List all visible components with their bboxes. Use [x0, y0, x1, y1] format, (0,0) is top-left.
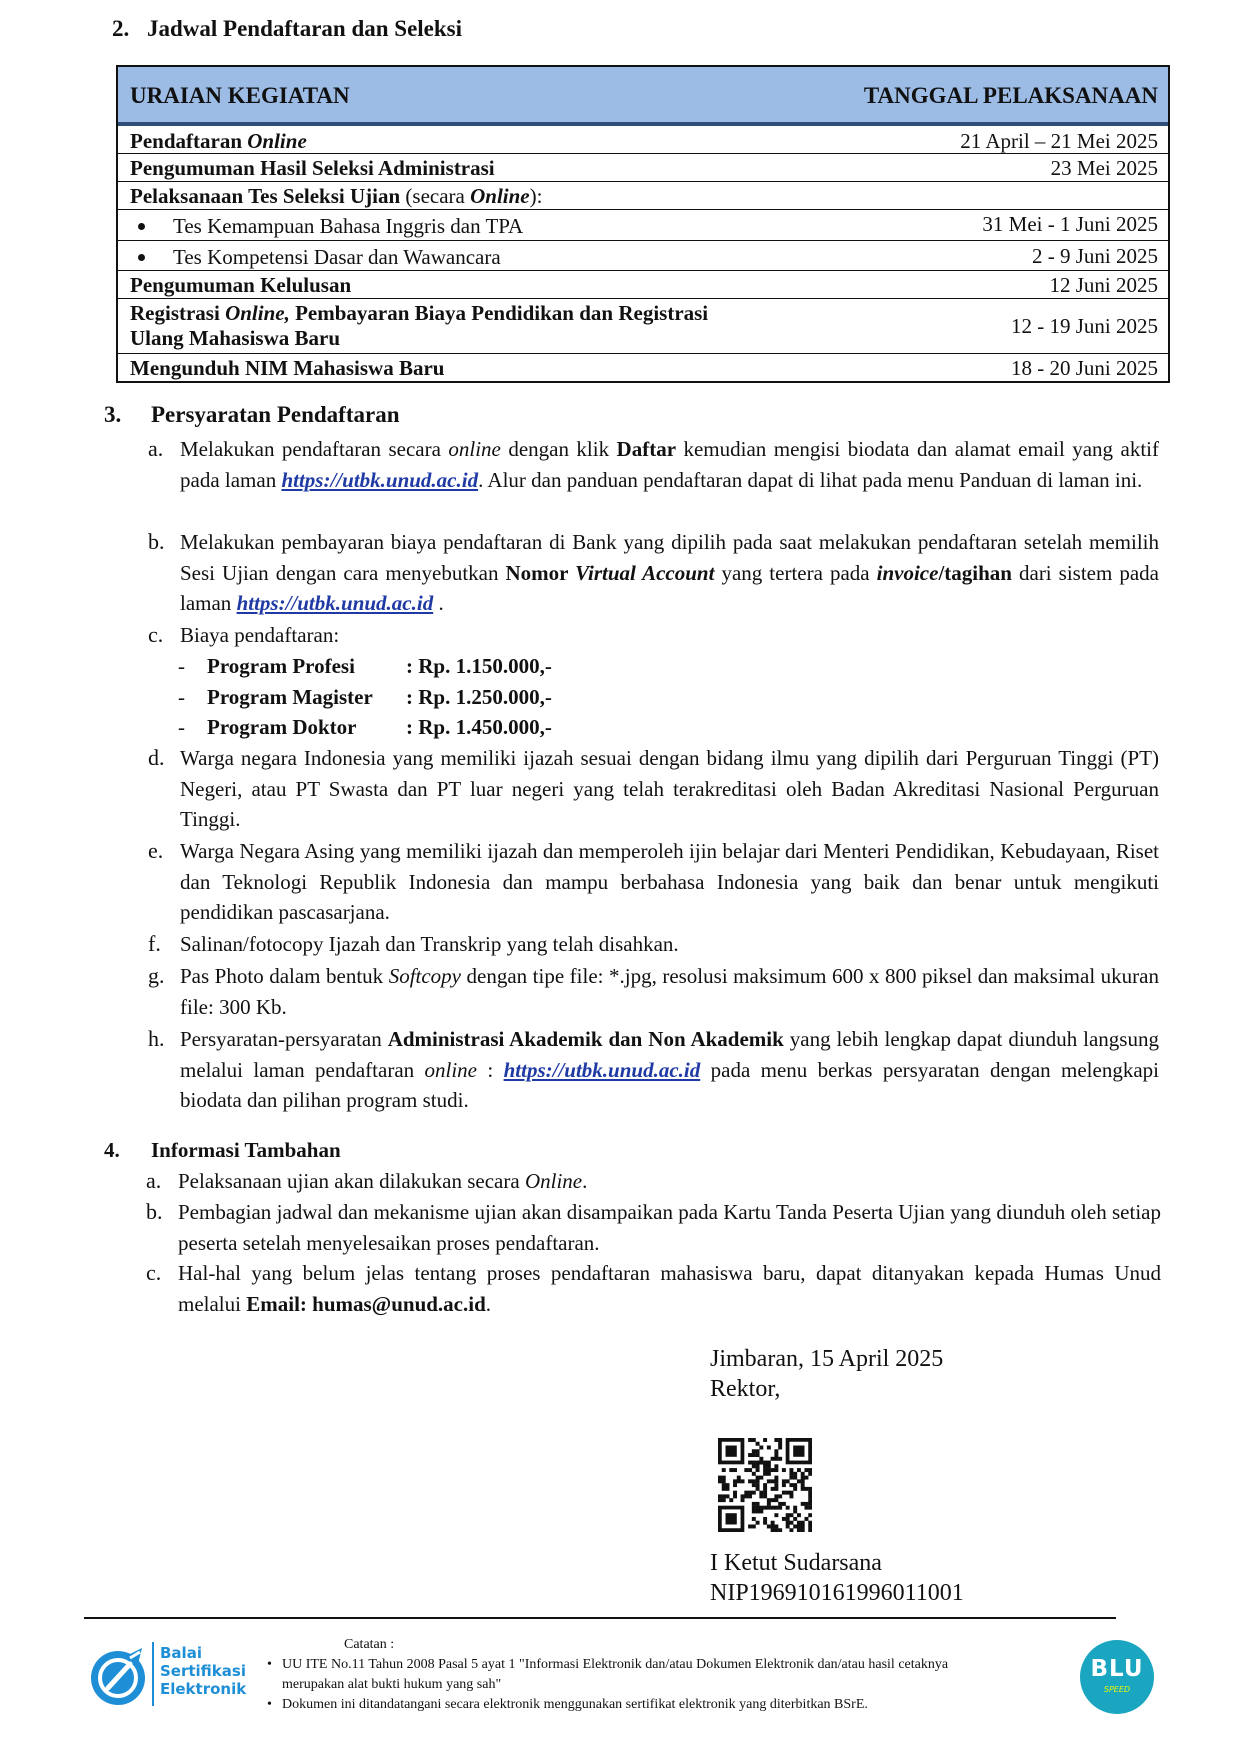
activity: Pengumuman Hasil Seleksi Administrasi [130, 156, 495, 180]
table-row [118, 354, 1168, 381]
date: 18 - 20 Juni 2025 [1011, 356, 1158, 380]
place-date: Jimbaran, 15 April 2025 [710, 1346, 944, 1372]
table-row [118, 154, 1168, 182]
activity: Tes Kompetensi Dasar dan Wawancara [138, 245, 501, 270]
fee-program: Program Magister [207, 684, 373, 709]
table-row [118, 210, 1168, 241]
note-item: • Dokumen ini ditandatangani secara elektronik menggunakan sertifikat elektronik yang diterbitkan BSrE. [267, 1697, 868, 1712]
bsre-text: Sertifikasi [160, 1662, 246, 1680]
date: 12 Juni 2025 [1049, 273, 1158, 297]
signature-qr-code [718, 1438, 812, 1532]
table-header [118, 67, 1168, 126]
blu-logo [1080, 1640, 1154, 1714]
fee-program: Program Doktor [207, 715, 357, 739]
info-c: c. Hal-hal yang belum jelas tentang proses pendaftaran mahasiswa baru, dapat ditanyakan kepada Humas Unud melalui Email: humas@unud.ac.id. [146, 1260, 1161, 1316]
item-marker: a. [148, 436, 164, 461]
item-marker: b. [146, 1199, 163, 1224]
note-item: • UU ITE No.11 Tahun 2008 Pasal 5 ayat 1 "Informasi Elektronik dan/atau Dokumen Elektronik dan/atau hasil cetaknya merupakan alat bukti hukum yang sah" [267, 1657, 949, 1692]
requirement-f: f. Salinan/fotocopy Ijazah dan Transkrip yang telah disahkan. [180, 929, 1159, 960]
fee-program: Program Profesi [207, 654, 355, 678]
activity: Tes Kemampuan Bahasa Inggris dan TPA [138, 214, 523, 239]
section2-heading [112, 16, 462, 42]
fee-item: - Program Profesi : Rp. 1.150.000,- [178, 651, 598, 682]
bsre-text: Elektronik [160, 1680, 247, 1698]
date: 23 Mei 2025 [1050, 156, 1158, 180]
activity: Pendaftaran Online [130, 129, 307, 153]
date: 2 - 9 Juni 2025 [1032, 244, 1158, 268]
table-row [118, 299, 1168, 354]
table-row [118, 241, 1168, 271]
activity: Pelaksanaan Tes Seleksi Ujian (secara Online): [130, 184, 543, 208]
bullet-icon [138, 223, 145, 230]
requirement-a: a. Melakukan pendaftaran secara online dengan klik Daftar kemudian mengisi biodata dan alamat email yang aktif pada laman https://utbk.unud.ac.id. Alur dan panduan pendaftaran dapat di lihat pada menu Panduan di laman ini. [148, 436, 1159, 492]
footer-notes [264, 1635, 1084, 1715]
fee-list [178, 651, 598, 743]
section-number: 4. [104, 1138, 120, 1162]
activity: Pengumuman Kelulusan [130, 273, 352, 297]
section-title: Persyaratan Pendaftaran [151, 402, 400, 427]
item-marker: c. [146, 1260, 162, 1285]
table-row [118, 271, 1168, 299]
section-title: Jadwal Pendaftaran dan Seleksi [147, 16, 463, 41]
bsre-text: Balai [160, 1644, 202, 1662]
signatory [710, 1548, 964, 1608]
note-title: Catatan : [344, 1637, 395, 1652]
requirement-c: c. Biaya pendaftaran: [180, 620, 1159, 651]
table-row [118, 182, 1168, 210]
item-marker: c. [148, 622, 164, 647]
footer-divider [84, 1617, 1116, 1619]
fee-amount: : Rp. 1.150.000,- [406, 654, 552, 678]
date: 12 - 19 Juni 2025 [1011, 314, 1158, 338]
requirement-d: d. Warga negara Indonesia yang memiliki ijazah sesuai dengan bidang ilmu yang dipilih dari Perguruan Tinggi (PT) Negeri, atau PT Swasta dan PT luar negeri yang telah terakreditasi oleh Badan Akreditasi Nasional Perguruan Tinggi. [148, 745, 1159, 831]
fee-item: - Program Doktor : Rp. 1.450.000,- [178, 712, 598, 743]
signatory-position: Rektor, [710, 1376, 781, 1402]
requirement-e: e. Warga Negara Asing yang memiliki ijazah dan memperoleh ijin belajar dari Menteri Pendidikan, Kebudayaan, Riset dan Teknologi Republik Indonesia dan mampu berbahasa Indonesia yang baik dan benar untuk mengikuti pendidikan pascasarjana. [148, 838, 1159, 924]
header-activity: URAIAN KEGIATAN [130, 83, 350, 108]
item-marker: h. [148, 1026, 165, 1051]
registration-link[interactable]: https://utbk.unud.ac.id [281, 467, 479, 492]
activity: Mengunduh NIM Mahasiswa Baru [130, 356, 445, 380]
item-marker: g. [148, 963, 165, 988]
bsre-logo [90, 1640, 260, 1712]
section-title: Informasi Tambahan [151, 1138, 341, 1162]
registration-link[interactable]: https://utbk.unud.ac.id [503, 1057, 701, 1082]
date: 21 April – 21 Mei 2025 [960, 129, 1158, 153]
section4-heading [104, 1138, 341, 1163]
section3-heading [104, 402, 400, 428]
requirement-g: g. Pas Photo dalam bentuk Softcopy dengan tipe file: *.jpg, resolusi maksimum 600 x 800 piksel dan maksimal ukuran file: 300 Kb. [148, 963, 1159, 1019]
item-marker: b. [148, 529, 165, 554]
schedule-table [116, 65, 1170, 383]
date: 31 Mei - 1 Juni 2025 [982, 212, 1158, 236]
header-date: TANGGAL PELAKSANAAN [863, 83, 1158, 108]
blu-sub-text: SPEED [1103, 1685, 1131, 1694]
item-marker: d. [148, 745, 165, 770]
bullet-icon [138, 254, 145, 261]
signatory-nip: NIP196910161996011001 [710, 1580, 964, 1606]
signatory-name: I Ketut Sudarsana [710, 1550, 882, 1576]
fee-amount: : Rp. 1.450.000,- [406, 715, 552, 739]
info-a: a. Pelaksanaan ujian akan dilakukan secara Online. [178, 1166, 1161, 1197]
fee-amount: : Rp. 1.250.000,- [406, 684, 552, 709]
requirement-b: b. Melakukan pembayaran biaya pendaftaran di Bank yang dipilih pada saat melakukan pendaftaran setelah memilih Sesi Ujian dengan cara menyebutkan Nomor Virtual Account yang tertera pada invoice/tagihan dari sistem pada laman https://utbk.unud.ac.id . [148, 529, 1159, 615]
bsre-emblem-icon [90, 1644, 152, 1710]
section-number: 3. [104, 402, 122, 427]
requirement-h: h. Persyaratan-persyaratan Administrasi Akademik dan Non Akademik yang lebih lengkap dapat diunduh langsung melalui laman pendaftaran online : https://utbk.unud.ac.id pada menu berkas persyaratan dengan melengkapi biodata dan pilihan program studi. [148, 1026, 1159, 1112]
item-marker: e. [148, 838, 164, 863]
item-marker: f. [148, 931, 161, 956]
info-b: b. Pembagian jadwal dan mekanisme ujian akan disampaikan pada Kartu Tanda Peserta Ujian yang diunduh oleh setiap peserta setelah menyelesaikan proses pendaftaran. [146, 1199, 1161, 1255]
blu-text: BLU [1090, 1656, 1144, 1682]
activity: Registrasi Online, Pembayaran Biaya Pendidikan dan Registrasi Ulang Mahasiswa Baru [130, 301, 709, 350]
section-number: 2. [112, 16, 130, 41]
signature-block [710, 1344, 943, 1404]
item-marker: a. [146, 1168, 162, 1193]
registration-link[interactable]: https://utbk.unud.ac.id [236, 591, 434, 615]
table-row [118, 126, 1168, 154]
fee-item: - Program Magister : Rp. 1.250.000,- [178, 682, 598, 713]
